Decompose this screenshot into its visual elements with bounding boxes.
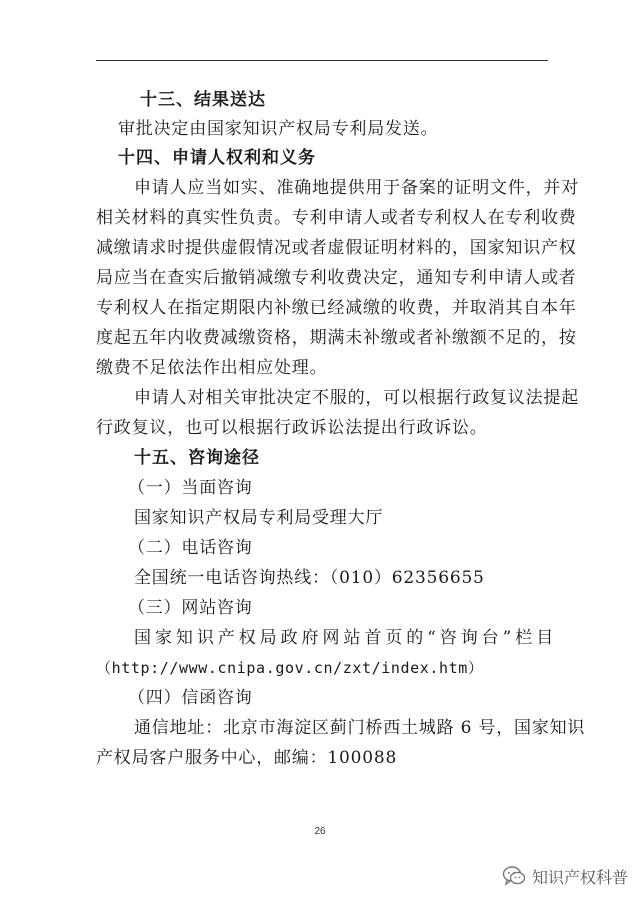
paragraph-line: 全国统一电话咨询热线：（010）62356655: [134, 568, 485, 588]
section-heading: 十三、结果送达: [140, 90, 266, 110]
paragraph-line: 相关材料的真实性负责。专利申请人或者专利权人在专利收费: [96, 208, 577, 228]
paragraph-line: 减缴请求时提供虚假情况或者虚假证明材料的，国家知识产权: [96, 238, 577, 258]
paragraph-line: 申请人应当如实、准确地提供用于备案的证明文件，并对: [134, 178, 579, 198]
section-heading: 十五、咨询途径: [134, 448, 260, 468]
subheading: （三）网站咨询: [128, 598, 253, 618]
subheading: （四）信函咨询: [128, 688, 253, 708]
paragraph-line: 行政复议，也可以根据行政诉讼法提出行政诉讼。: [96, 418, 488, 438]
paragraph-line: 国家知识产权局专利局受理大厅: [134, 508, 384, 528]
paragraph-line: 专利权人在指定期限内补缴已经减缴的收费，并取消其自本年: [96, 298, 577, 318]
subheading: （二）电话咨询: [128, 538, 253, 558]
paragraph-line: 产权局客户服务中心，邮编：100088: [96, 748, 398, 768]
paragraph-line: 缴费不足依法作出相应处理。: [96, 358, 328, 378]
subheading: （一）当面咨询: [128, 478, 253, 498]
paragraph-line: 申请人对相关审批决定不服的，可以根据行政复议法提起: [134, 388, 579, 408]
wechat-icon: [502, 865, 526, 887]
paragraph-line: 通信地址：北京市海淀区蓟门桥西土城路 6 号，国家知识: [134, 718, 586, 738]
paragraph-line: 度起五年内收费减缴资格，期满未补缴或者补缴额不足的，按: [96, 328, 577, 348]
section-heading: 十四、申请人权利和义务: [118, 148, 316, 168]
watermark: [502, 862, 628, 890]
paragraph-line: 局应当在查实后撤销减缴专利收费决定，通知专利申请人或者: [96, 268, 577, 288]
watermark-text: 知识产权科普: [531, 867, 628, 887]
paragraph-line: 国家知识产权局政府网站首页的“咨询台”栏目: [134, 628, 554, 648]
paragraph-line: 审批决定由国家知识产权局专利局发送。: [118, 119, 439, 139]
page-number: 26: [314, 826, 326, 837]
website-url: （http://www.cnipa.gov.cn/zxt/index.htm）: [96, 659, 484, 677]
